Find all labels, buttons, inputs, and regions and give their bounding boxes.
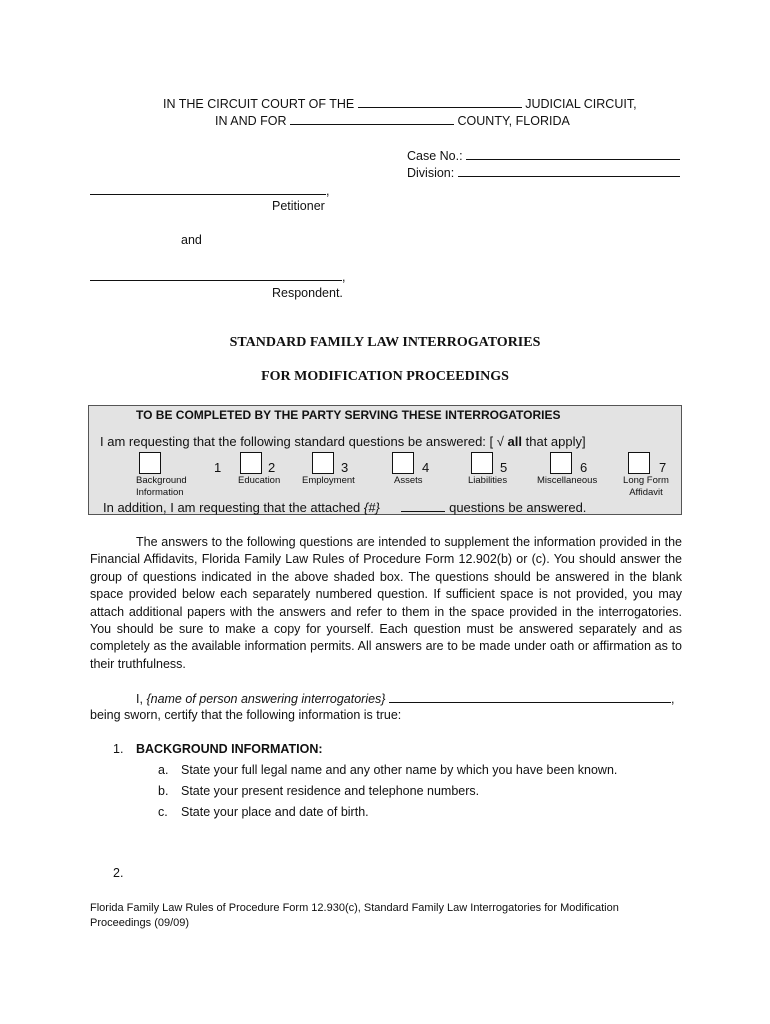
request-line: I am requesting that the following standard questions be answered: [ √ all that apply] (100, 434, 586, 449)
instructions-paragraph: The answers to the following questions are intended to supplement the information provided in the Financial Affidavits, Florida Family Law Rules of Procedure Form 12.902(b) or (c). You should answer the group of questions indicated in the above shaded box. The questions should be answered in the blank space provided below each separately numbered question. If sufficient space is not provided, you may attach additional papers with the answers and refer to them in the space provided in the interrogatories. You should be sure to make a copy for yourself. Each question must be answered separately and as completely as the available information permits. All answers are to be made under oath or affirmation as to their truthfulness. (90, 535, 682, 671)
checkbox-assets[interactable] (392, 452, 414, 474)
court-line-1 (163, 95, 637, 111)
in-and-for-label: IN AND FOR (215, 114, 287, 128)
checkbox-liabilities[interactable] (471, 452, 493, 474)
petitioner-blank[interactable] (90, 182, 326, 195)
option-number-1: 1 (214, 460, 222, 475)
county-florida-label: COUNTY, FLORIDA (457, 114, 570, 128)
option-label-long-form: Long Form Affidavit (623, 475, 669, 498)
case-no-line (407, 147, 680, 163)
option-label-employment: Employment (302, 475, 355, 486)
footer-line-1: Florida Family Law Rules of Procedure Form 12.930(c), Standard Family Law Interrogatories for Modification (90, 902, 619, 914)
section-1-number: 1. (113, 742, 124, 756)
option-label-education: Education (238, 475, 281, 486)
petitioner-name-line: , (90, 182, 329, 198)
oath-certify-line: being sworn, certify that the following information is true: (90, 708, 402, 722)
option-number-7: 7 (659, 460, 667, 475)
judicial-circuit-label: JUDICIAL CIRCUIT, (525, 97, 637, 111)
option-number-2: 2 (268, 460, 276, 475)
checkbox-background-information[interactable] (139, 452, 161, 474)
check-mark-icon: √ (496, 434, 504, 449)
form-title: STANDARD FAMILY LAW INTERROGATORIES (229, 335, 541, 350)
option-label-miscellaneous: Miscellaneous (537, 475, 598, 486)
option-number-6: 6 (580, 460, 588, 475)
case-no-label: Case No.: (407, 149, 463, 163)
answering-person-blank[interactable] (389, 690, 671, 703)
respondent-name-line: , (90, 268, 345, 284)
case-no-blank[interactable] (466, 147, 680, 160)
item-text-b: State your present residence and telephone numbers. (181, 784, 480, 798)
checkbox-long-form-affidavit[interactable] (628, 452, 650, 474)
division-blank[interactable] (458, 164, 680, 177)
shaded-box-heading: TO BE COMPLETED BY THE PARTY SERVING THESE INTERROGATORIES (136, 408, 561, 422)
form-subtitle: FOR MODIFICATION PROCEEDINGS (261, 369, 509, 384)
item-letter-a: a. (158, 763, 169, 777)
circuit-blank[interactable] (358, 95, 522, 108)
petitioner-label: Petitioner (272, 199, 325, 213)
option-number-4: 4 (422, 460, 430, 475)
checkbox-education[interactable] (240, 452, 262, 474)
item-text-c: State your place and date of birth. (181, 805, 369, 819)
item-letter-b: b. (158, 784, 169, 798)
option-label-assets: Assets (394, 475, 423, 486)
footer (90, 901, 619, 931)
checkbox-employment[interactable] (312, 452, 334, 474)
respondent-blank[interactable] (90, 268, 342, 281)
item-letter-c: c. (158, 805, 168, 819)
county-blank[interactable] (290, 112, 454, 125)
option-label-liabilities: Liabilities (468, 475, 508, 486)
option-number-5: 5 (500, 460, 508, 475)
respondent-label: Respondent. (272, 286, 343, 300)
section-2-number: 2. (113, 866, 124, 880)
checkbox-miscellaneous[interactable] (550, 452, 572, 474)
oath-line: I, {name of person answering interrogatories} , (136, 692, 675, 706)
court-label: IN THE CIRCUIT COURT OF THE (163, 97, 355, 111)
item-text-a: State your full legal name and any other name by which you have been known. (181, 763, 618, 777)
option-label-background: Background Information (136, 475, 187, 498)
and-label: and (181, 233, 202, 247)
footer-line-2: Proceedings (09/09) (90, 917, 190, 929)
additional-questions-line: In addition, I am requesting that the attached {#} questions be answered. (103, 500, 587, 515)
additional-questions-blank[interactable] (401, 499, 445, 512)
division-line (407, 164, 680, 180)
section-1-title: BACKGROUND INFORMATION: (136, 742, 323, 756)
division-label: Division: (407, 166, 455, 180)
court-line-2 (215, 112, 570, 128)
option-number-3: 3 (341, 460, 349, 475)
